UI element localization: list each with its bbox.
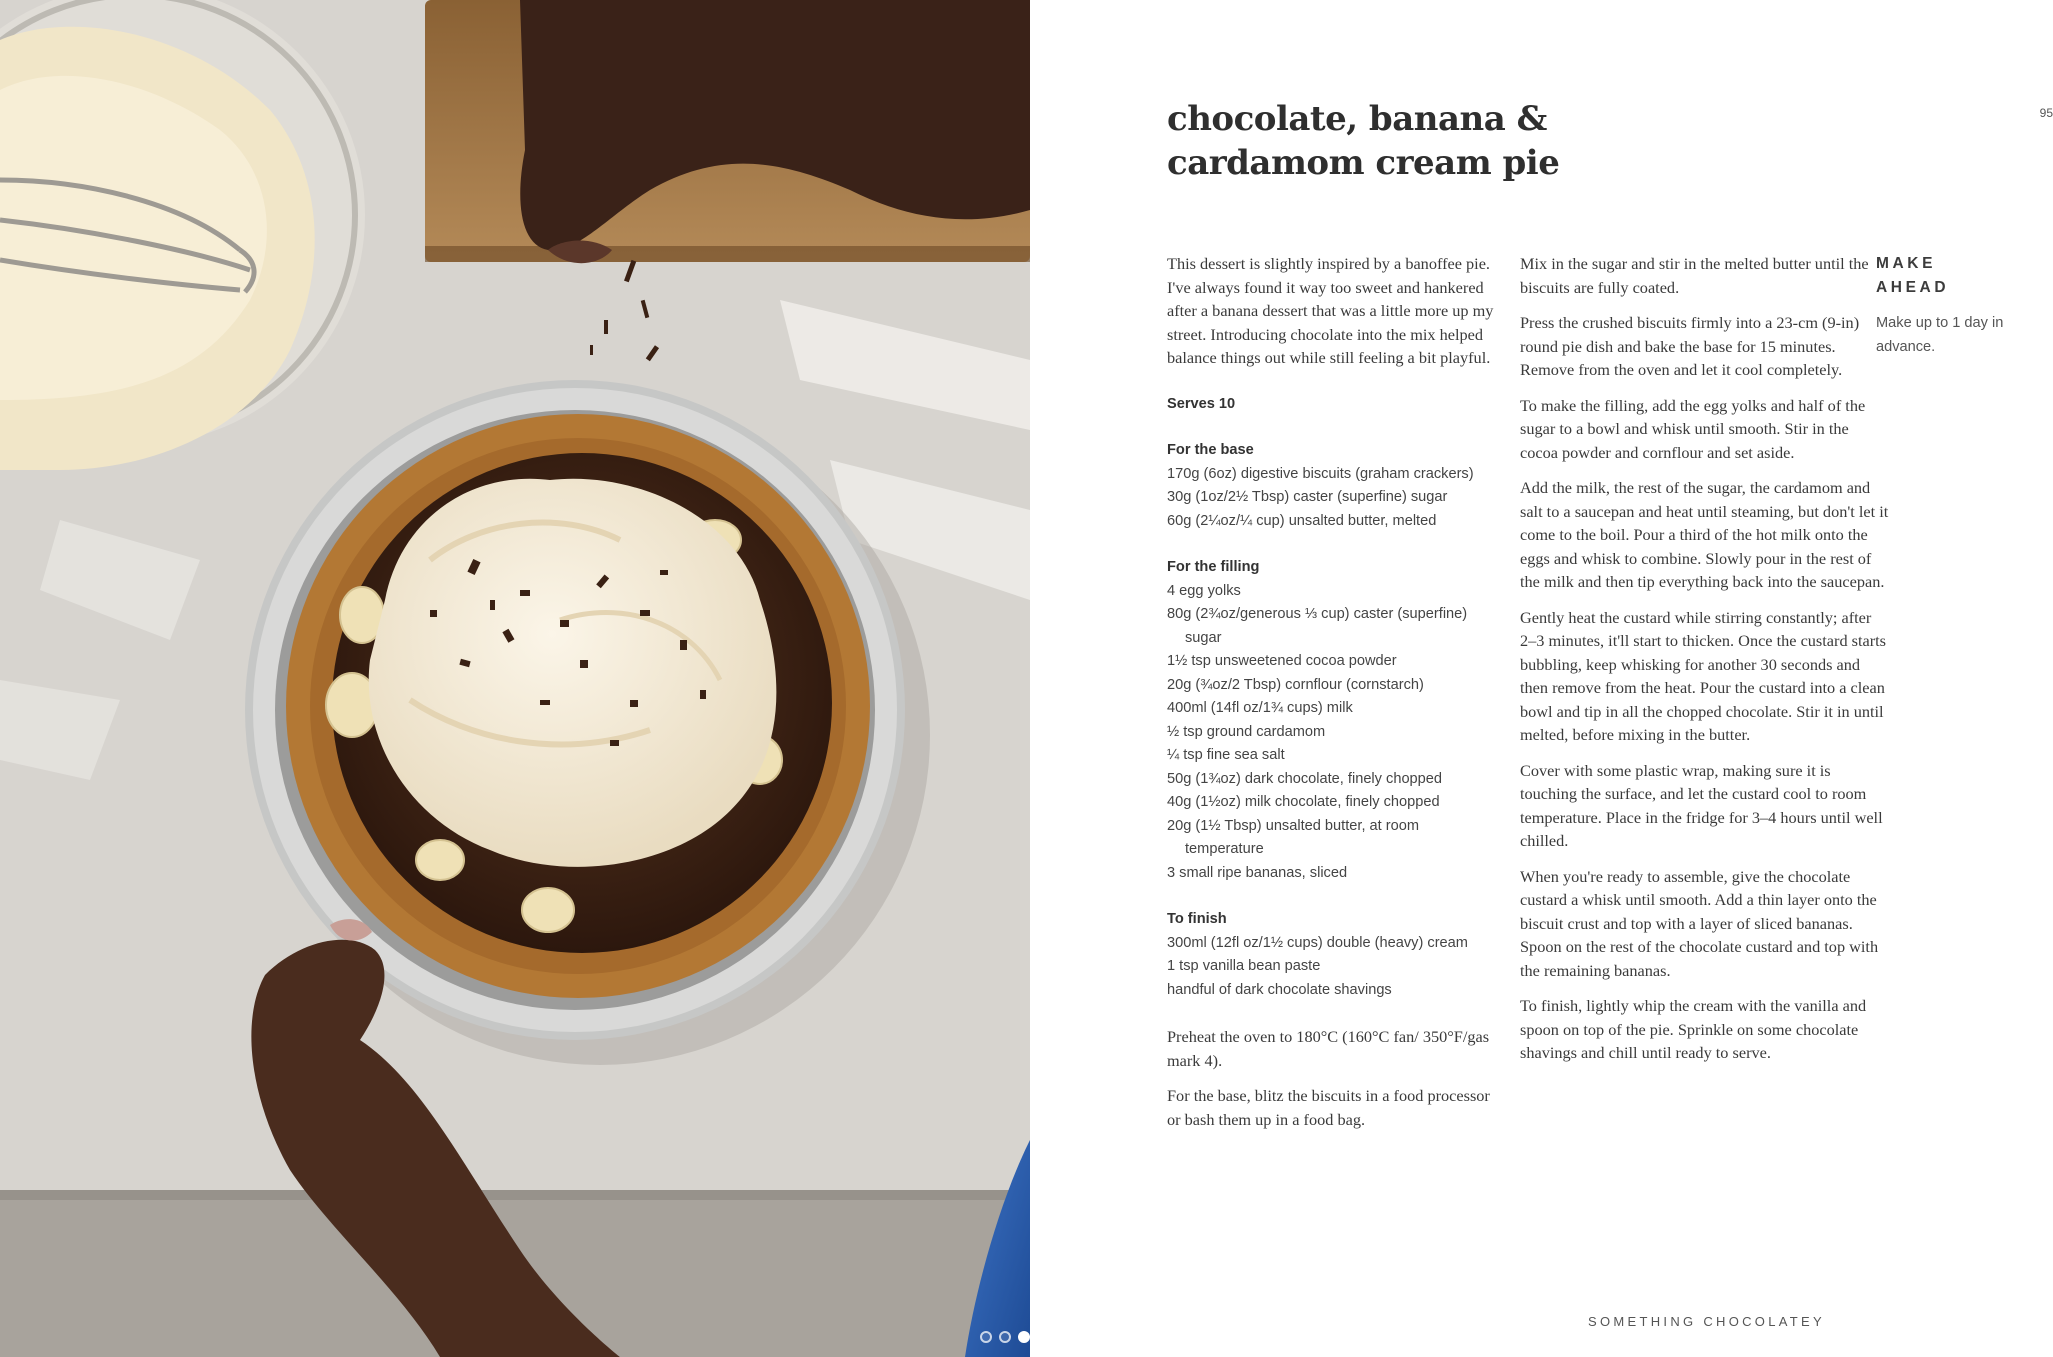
ingredient-item: 80g (2¾oz/generous ⅓ cup) caster (superfine) sugar [1167, 606, 1468, 646]
ingredient-item: 170g (6oz) digestive biscuits (graham crackers) [1167, 465, 1474, 482]
method-step: Preheat the oven to 180°C (160°C fan/ 350°F/gas mark 4). [1167, 1027, 1490, 1070]
ingredient-item: 60g (2¼oz/¼ cup) unsalted butter, melted [1167, 512, 1437, 529]
method-column-2 [1520, 252, 1890, 1077]
page-number: 95 [2039, 106, 2053, 120]
ingredient-item: 1 tsp vanilla bean paste [1167, 958, 1321, 974]
method-step: Mix in the sugar and stir in the melted butter until the biscuits are fully coated. [1520, 254, 1869, 297]
serves-label: Serves 10 [1167, 395, 1236, 412]
recipe-page [1030, 0, 2053, 1357]
method-step: For the base, blitz the biscuits in a food processor or bash them up in a food bag. [1167, 1086, 1490, 1129]
ingredient-item: 30g (1oz/2½ Tbsp) caster (superfine) sugar [1167, 489, 1448, 505]
ingredient-item: 40g (1½oz) milk chocolate, finely chopped [1167, 794, 1440, 810]
method-step: Gently heat the custard while stirring constantly; after 2–3 minutes, it'll start to thicken. Once the custard starts bubbling, keep whisking for another 30 seconds and then remove from the heat. Pour the custard into a clean bowl and tip in all the chopped chocolate. Stir it in until melted, before mixing in the butter. [1520, 607, 1887, 744]
ingredient-group-heading: To finish [1167, 911, 1227, 927]
method-column-1 [1167, 1025, 1497, 1131]
ingredient-item: ¼ tsp fine sea salt [1167, 747, 1285, 763]
method-step: Add the milk, the rest of the sugar, the cardamom and salt to a saucepan and heat until steaming, but don't let it come to the boil. Pour a third of the hot milk onto the eggs and whisk to combine. Slowly pour in the rest of the milk and then tip everything back into the saucepan. [1520, 478, 1889, 591]
method-step: To finish, lightly whip the cream with the vanilla and spoon on top of the pie. Sprinkle on some chocolate shavings and chill until ready to serve. [1520, 996, 1867, 1062]
recipe-title: chocolate, banana & cardamom cream pie [1167, 99, 1560, 183]
ingredient-item: 300ml (12fl oz/1½ cups) double (heavy) cream [1167, 934, 1468, 951]
ingredient-group [1167, 908, 1497, 1002]
ingredient-item: 3 small ripe bananas, sliced [1167, 864, 1348, 881]
recipe-intro: This dessert is slightly inspired by a banoffee pie. I've always found it way too sweet and hankered after a banana dessert that was a little more up my street. Introducing chocolate into the mix helped balance things out while still feeling a bit playful. [1167, 254, 1494, 367]
ingredient-item: 20g (¾oz/2 Tbsp) cornflour (cornstarch) [1167, 676, 1424, 693]
method-step: When you're ready to assemble, give the chocolate custard a whisk until smooth. Add a thin layer onto the biscuit crust and top with a layer of sliced bananas. Spoon on the rest of the chocolate custard and top with the remaining bananas. [1520, 866, 1879, 980]
carousel-dot[interactable] [980, 1331, 992, 1343]
make-ahead-heading: MAKE AHEAD [1876, 255, 1950, 296]
carousel-dot[interactable] [999, 1331, 1011, 1343]
ingredient-item: ½ tsp ground cardamom [1167, 723, 1326, 740]
ingredient-group-heading: For the filling [1167, 559, 1260, 575]
ingredient-item: 20g (1½ Tbsp) unsalted butter, at room temperature [1167, 817, 1420, 857]
ingredient-item: handful of dark chocolate shavings [1167, 981, 1392, 998]
ingredient-item: 400ml (14fl oz/1¾ cups) milk [1167, 700, 1353, 716]
ingredients-column [1167, 252, 1497, 1143]
carousel-dot[interactable] [1018, 1331, 1030, 1343]
ingredient-group [1167, 556, 1497, 885]
ingredient-group-heading: For the base [1167, 442, 1254, 458]
ingredient-group [1167, 439, 1497, 533]
ingredient-item: 1½ tsp unsweetened cocoa powder [1167, 653, 1397, 669]
ingredient-item: 50g (1¾oz) dark chocolate, finely chopped [1167, 770, 1443, 787]
make-ahead-panel [1876, 252, 2026, 359]
section-footer: SOMETHING CHOCOLATEY [1588, 1314, 1825, 1329]
method-step: To make the filling, add the egg yolks and half of the sugar to a bowl and whisk until smooth. Stir in the cocoa powder and cornflour and set aside. [1520, 395, 1866, 462]
ingredient-item: 4 egg yolks [1167, 582, 1241, 599]
ingredient-groups [1167, 439, 1497, 1002]
make-ahead-text: Make up to 1 day in advance. [1876, 315, 2004, 355]
method-step: Cover with some plastic wrap, making sure it is touching the surface, and let the custard cool to room temperature. Place in the fridge for 3–4 hours until well chilled. [1520, 760, 1883, 850]
method-step: Press the crushed biscuits firmly into a 23-cm (9-in) round pie dish and bake the base for 15 minutes. Remove from the oven and let it cool completely. [1520, 313, 1860, 379]
